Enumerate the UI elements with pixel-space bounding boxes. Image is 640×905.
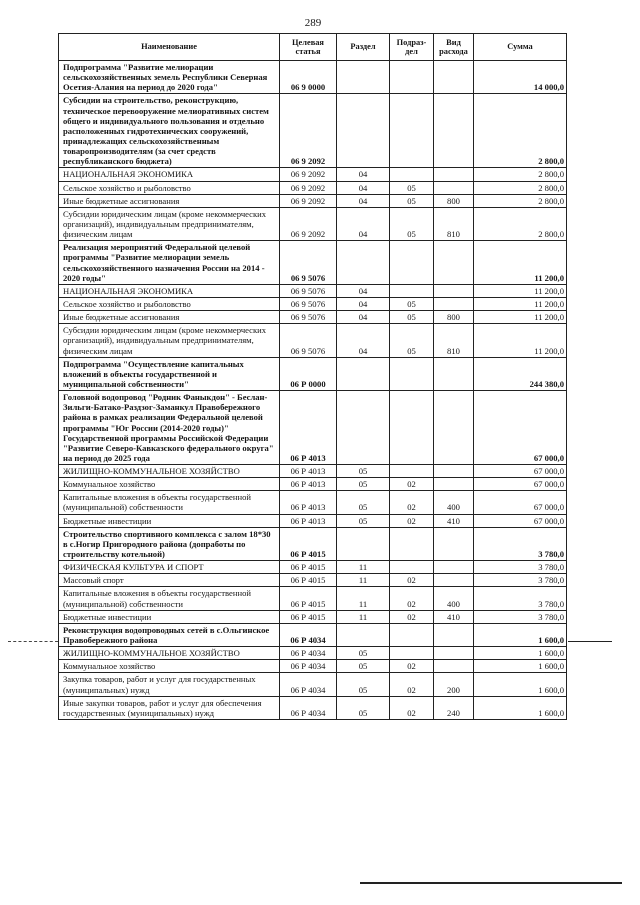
- cell-sum: 3 780,0: [474, 561, 567, 574]
- cell-sum: 1 600,0: [474, 696, 567, 719]
- cell-subsection: 02: [390, 491, 434, 514]
- header-subsection: Подраз-дел: [390, 34, 434, 61]
- cell-name: НАЦИОНАЛЬНАЯ ЭКОНОМИКА: [59, 284, 280, 297]
- budget-table: [58, 33, 567, 720]
- cell-name: Субсидии юридическим лицам (кроме некоммерческих организаций), индивидуальным предпринимателям, физическим лицам: [59, 324, 280, 357]
- table-row: [59, 527, 567, 560]
- margin-dash-left: [8, 641, 58, 642]
- cell-article: 06 Р 4013: [280, 391, 337, 465]
- cell-name: ФИЗИЧЕСКАЯ КУЛЬТУРА И СПОРТ: [59, 561, 280, 574]
- cell-subsection: 05: [390, 297, 434, 310]
- cell-expense-type: [434, 478, 474, 491]
- page-number: 289: [304, 17, 322, 29]
- cell-name: ЖИЛИЩНО-КОММУНАЛЬНОЕ ХОЗЯЙСТВО: [59, 647, 280, 660]
- cell-subsection: [390, 623, 434, 646]
- table-row: [59, 491, 567, 514]
- cell-subsection: [390, 168, 434, 181]
- table-row: [59, 478, 567, 491]
- table-row: [59, 61, 567, 94]
- cell-section: 11: [337, 574, 390, 587]
- cell-sum: 3 780,0: [474, 527, 567, 560]
- cell-name: Реконструкция водопроводных сетей в с.Ольгинское Правобережного района: [59, 623, 280, 646]
- cell-article: 06 9 2092: [280, 181, 337, 194]
- cell-subsection: 02: [390, 478, 434, 491]
- cell-subsection: [390, 465, 434, 478]
- cell-subsection: [390, 284, 434, 297]
- header-expense-type: Вид расхода: [434, 34, 474, 61]
- cell-article: 06 9 5076: [280, 297, 337, 310]
- cell-sum: 3 780,0: [474, 574, 567, 587]
- cell-name: Субсидии юридическим лицам (кроме некоммерческих организаций), индивидуальным предпринимателям, физическим лицам: [59, 207, 280, 240]
- cell-sum: 11 200,0: [474, 297, 567, 310]
- cell-name: Подпрограмма "Осуществление капитальных вложений в объекты государственной и муниципальной собственности": [59, 357, 280, 390]
- table-row: [59, 574, 567, 587]
- cell-article: 06 Р 4034: [280, 623, 337, 646]
- table-row: [59, 561, 567, 574]
- table-row: [59, 324, 567, 357]
- cell-section: 11: [337, 587, 390, 610]
- cell-expense-type: [434, 241, 474, 285]
- cell-name: Реализация мероприятий Федеральной целевой программы "Развитие мелиорации земель сельскохозяйственного назначения России на 2014 - 2020 годы": [59, 241, 280, 285]
- cell-sum: 2 800,0: [474, 194, 567, 207]
- cell-subsection: [390, 94, 434, 168]
- cell-sum: 2 800,0: [474, 168, 567, 181]
- cell-section: 11: [337, 610, 390, 623]
- cell-name: Подпрограмма "Развитие мелиорации сельскохозяйственных земель Республики Северная Осетия-Алания на период до 2020 года": [59, 61, 280, 94]
- cell-section: [337, 527, 390, 560]
- cell-subsection: 02: [390, 574, 434, 587]
- cell-sum: 1 600,0: [474, 673, 567, 696]
- cell-expense-type: [434, 357, 474, 390]
- cell-expense-type: [434, 168, 474, 181]
- cell-expense-type: [434, 94, 474, 168]
- cell-sum: 67 000,0: [474, 514, 567, 527]
- table-row: [59, 168, 567, 181]
- cell-subsection: [390, 357, 434, 390]
- cell-article: 06 9 2092: [280, 194, 337, 207]
- cell-subsection: 02: [390, 660, 434, 673]
- cell-name: Бюджетные инвестиции: [59, 514, 280, 527]
- bottom-rule: [360, 882, 622, 884]
- cell-article: 06 9 2092: [280, 94, 337, 168]
- cell-article: 06 Р 4034: [280, 660, 337, 673]
- cell-section: 05: [337, 491, 390, 514]
- cell-sum: 3 780,0: [474, 610, 567, 623]
- cell-expense-type: [434, 647, 474, 660]
- cell-article: 06 Р 4034: [280, 673, 337, 696]
- cell-article: 06 9 5076: [280, 241, 337, 285]
- cell-section: 05: [337, 673, 390, 696]
- cell-section: 05: [337, 647, 390, 660]
- cell-section: 04: [337, 181, 390, 194]
- cell-section: 11: [337, 561, 390, 574]
- cell-name: Иные бюджетные ассигнования: [59, 311, 280, 324]
- cell-article: 06 Р 4013: [280, 478, 337, 491]
- cell-article: 06 9 0000: [280, 61, 337, 94]
- cell-name: Бюджетные инвестиции: [59, 610, 280, 623]
- cell-expense-type: 410: [434, 514, 474, 527]
- cell-name: Сельское хозяйство и рыболовство: [59, 181, 280, 194]
- table-row: [59, 284, 567, 297]
- table-row: [59, 465, 567, 478]
- table-row: [59, 181, 567, 194]
- cell-subsection: 02: [390, 610, 434, 623]
- cell-name: Иные бюджетные ассигнования: [59, 194, 280, 207]
- cell-section: [337, 391, 390, 465]
- cell-expense-type: 810: [434, 324, 474, 357]
- cell-sum: 2 800,0: [474, 94, 567, 168]
- header-section: Раздел: [337, 34, 390, 61]
- cell-sum: 2 800,0: [474, 181, 567, 194]
- cell-name: Строительство спортивного комплекса с залом 18*30 в с.Ногир Пригородного района (допработы по строительству котельной): [59, 527, 280, 560]
- cell-expense-type: 810: [434, 207, 474, 240]
- cell-sum: 1 600,0: [474, 623, 567, 646]
- table-body: [59, 61, 567, 720]
- table-header-row: [59, 34, 567, 61]
- table-row: [59, 514, 567, 527]
- table-row: [59, 673, 567, 696]
- table-row: [59, 194, 567, 207]
- cell-article: 06 Р 4034: [280, 696, 337, 719]
- cell-section: 05: [337, 696, 390, 719]
- table-row: [59, 311, 567, 324]
- cell-section: 05: [337, 465, 390, 478]
- cell-expense-type: [434, 623, 474, 646]
- cell-article: 06 Р 0000: [280, 357, 337, 390]
- cell-section: 04: [337, 284, 390, 297]
- cell-article: 06 Р 4013: [280, 465, 337, 478]
- cell-sum: 67 000,0: [474, 391, 567, 465]
- cell-expense-type: 800: [434, 311, 474, 324]
- cell-sum: 11 200,0: [474, 241, 567, 285]
- cell-sum: 11 200,0: [474, 311, 567, 324]
- table-row: [59, 391, 567, 465]
- cell-expense-type: [434, 297, 474, 310]
- cell-article: 06 Р 4015: [280, 587, 337, 610]
- cell-expense-type: [434, 284, 474, 297]
- cell-article: 06 Р 4015: [280, 574, 337, 587]
- cell-section: 05: [337, 660, 390, 673]
- cell-expense-type: 240: [434, 696, 474, 719]
- cell-sum: 1 600,0: [474, 647, 567, 660]
- cell-sum: 11 200,0: [474, 284, 567, 297]
- table-row: [59, 297, 567, 310]
- cell-expense-type: [434, 181, 474, 194]
- cell-article: 06 Р 4015: [280, 527, 337, 560]
- table-row: [59, 94, 567, 168]
- table-row: [59, 696, 567, 719]
- cell-subsection: [390, 527, 434, 560]
- cell-section: [337, 623, 390, 646]
- cell-name: ЖИЛИЩНО-КОММУНАЛЬНОЕ ХОЗЯЙСТВО: [59, 465, 280, 478]
- cell-section: 04: [337, 168, 390, 181]
- cell-sum: 244 380,0: [474, 357, 567, 390]
- cell-name: Капитальные вложения в объекты государственной (муниципальной) собственности: [59, 491, 280, 514]
- cell-article: 06 9 5076: [280, 324, 337, 357]
- cell-article: 06 9 5076: [280, 284, 337, 297]
- cell-subsection: 05: [390, 194, 434, 207]
- table-row: [59, 610, 567, 623]
- cell-article: 06 9 2092: [280, 207, 337, 240]
- cell-subsection: 05: [390, 311, 434, 324]
- table-row: [59, 660, 567, 673]
- cell-expense-type: [434, 391, 474, 465]
- cell-name: Закупка товаров, работ и услуг для государственных (муниципальных) нужд: [59, 673, 280, 696]
- table-row: [59, 587, 567, 610]
- cell-name: Массовый спорт: [59, 574, 280, 587]
- cell-article: 06 9 2092: [280, 168, 337, 181]
- cell-subsection: [390, 391, 434, 465]
- header-sum: Сумма: [474, 34, 567, 61]
- cell-name: Коммунальное хозяйство: [59, 478, 280, 491]
- cell-expense-type: [434, 465, 474, 478]
- cell-section: 05: [337, 478, 390, 491]
- cell-subsection: 05: [390, 324, 434, 357]
- cell-name: Субсидии на строительство, реконструкцию, техническое перевооружение мелиоративных систем общего и индивидуального пользования и отдельно расположенных гидротехнических сооружений, принадлежащих сельскохозяйственным товаропроизводителям (за счет средств республиканского бюджета): [59, 94, 280, 168]
- cell-sum: 2 800,0: [474, 207, 567, 240]
- cell-name: Капитальные вложения в объекты государственной (муниципальной) собственности: [59, 587, 280, 610]
- cell-expense-type: [434, 61, 474, 94]
- cell-section: 04: [337, 207, 390, 240]
- table-row: [59, 241, 567, 285]
- table-row: [59, 623, 567, 646]
- cell-name: Иные закупки товаров, работ и услуг для обеспечения государственных (муниципальных) нужд: [59, 696, 280, 719]
- cell-subsection: [390, 647, 434, 660]
- cell-expense-type: 400: [434, 491, 474, 514]
- cell-name: НАЦИОНАЛЬНАЯ ЭКОНОМИКА: [59, 168, 280, 181]
- cell-subsection: [390, 561, 434, 574]
- cell-expense-type: 200: [434, 673, 474, 696]
- cell-section: [337, 357, 390, 390]
- cell-subsection: [390, 241, 434, 285]
- cell-section: 04: [337, 324, 390, 357]
- cell-section: 04: [337, 194, 390, 207]
- margin-rule-right: [568, 641, 612, 642]
- cell-expense-type: [434, 561, 474, 574]
- cell-expense-type: 400: [434, 587, 474, 610]
- cell-sum: 67 000,0: [474, 478, 567, 491]
- cell-article: 06 9 5076: [280, 311, 337, 324]
- header-name: Наименование: [59, 34, 280, 61]
- cell-sum: 14 000,0: [474, 61, 567, 94]
- cell-expense-type: 800: [434, 194, 474, 207]
- cell-subsection: 02: [390, 514, 434, 527]
- cell-section: 04: [337, 311, 390, 324]
- cell-subsection: 02: [390, 696, 434, 719]
- cell-expense-type: [434, 660, 474, 673]
- cell-expense-type: 410: [434, 610, 474, 623]
- cell-subsection: [390, 61, 434, 94]
- cell-name: Коммунальное хозяйство: [59, 660, 280, 673]
- table-row: [59, 357, 567, 390]
- cell-subsection: 05: [390, 181, 434, 194]
- cell-subsection: 02: [390, 673, 434, 696]
- cell-article: 06 Р 4013: [280, 491, 337, 514]
- cell-section: 04: [337, 297, 390, 310]
- cell-sum: 1 600,0: [474, 660, 567, 673]
- table-row: [59, 207, 567, 240]
- cell-expense-type: [434, 574, 474, 587]
- cell-sum: 11 200,0: [474, 324, 567, 357]
- cell-article: 06 Р 4013: [280, 514, 337, 527]
- cell-article: 06 Р 4015: [280, 561, 337, 574]
- header-article: Целевая статья: [280, 34, 337, 61]
- cell-name: Головной водопровод "Родник Фаныкдон" - Беслан-Зильги-Батако-Раздзог-Заманкул Правобережного района в рамках реализации Федеральной целевой программы "Юг России (2014-2020 годы)" Государственной программы Российской Федерации "Развитие Северо-Кавказского федерального округа" на период до 2025 года: [59, 391, 280, 465]
- cell-sum: 67 000,0: [474, 465, 567, 478]
- cell-section: 05: [337, 514, 390, 527]
- table-row: [59, 647, 567, 660]
- cell-section: [337, 61, 390, 94]
- cell-section: [337, 94, 390, 168]
- cell-sum: 3 780,0: [474, 587, 567, 610]
- cell-subsection: 05: [390, 207, 434, 240]
- cell-subsection: 02: [390, 587, 434, 610]
- cell-name: Сельское хозяйство и рыболовство: [59, 297, 280, 310]
- cell-sum: 67 000,0: [474, 491, 567, 514]
- cell-article: 06 Р 4034: [280, 647, 337, 660]
- cell-article: 06 Р 4015: [280, 610, 337, 623]
- cell-section: [337, 241, 390, 285]
- cell-expense-type: [434, 527, 474, 560]
